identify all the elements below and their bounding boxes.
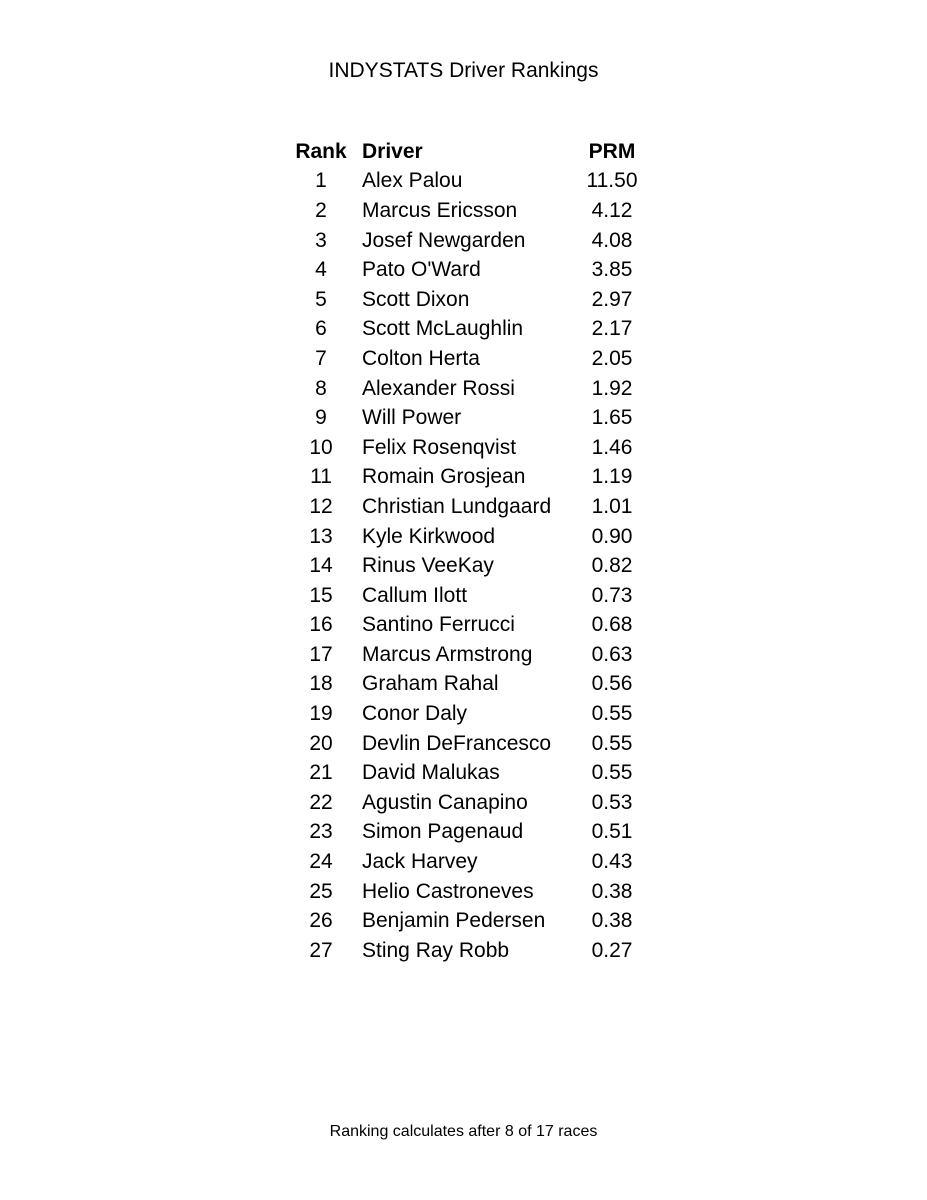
table-row: [290, 551, 650, 581]
table-row: [290, 640, 650, 670]
table-row: [290, 729, 650, 759]
rank-column-header: Rank: [295, 139, 347, 163]
driver-cell: Devlin DeFrancesco: [362, 731, 552, 755]
driver-column-header: Driver: [362, 139, 423, 163]
driver-cell: Romain Grosjean: [362, 465, 526, 489]
table-row: [290, 818, 650, 848]
prm-cell: 1.19: [591, 465, 633, 489]
rank-cell: 9: [315, 406, 327, 430]
prm-cell: 0.53: [591, 790, 633, 814]
rank-cell: 11: [310, 465, 332, 489]
rank-cell: 5: [315, 287, 327, 311]
rank-cell: 20: [309, 731, 333, 755]
page-title: INDYSTATS Driver Rankings: [328, 59, 599, 82]
rank-cell: 7: [315, 346, 327, 370]
prm-cell: 3.85: [591, 258, 633, 282]
rank-cell: 12: [309, 494, 333, 518]
prm-cell: 1.46: [591, 435, 633, 459]
table-row: [290, 611, 650, 641]
driver-cell: Helio Castroneves: [362, 879, 534, 903]
rank-cell: 21: [309, 761, 333, 785]
driver-cell: Scott Dixon: [362, 287, 470, 311]
rank-cell: 23: [309, 820, 333, 844]
table-row: [290, 906, 650, 936]
table-row: [290, 877, 650, 907]
prm-cell: 0.43: [591, 850, 633, 874]
rank-cell: 15: [309, 583, 333, 607]
driver-cell: Rinus VeeKay: [362, 554, 494, 578]
prm-cell: 0.55: [591, 731, 633, 755]
driver-cell: Marcus Ericsson: [362, 198, 518, 222]
prm-cell: 0.38: [591, 909, 633, 933]
prm-cell: 0.38: [591, 879, 633, 903]
table-row: [290, 167, 650, 197]
driver-cell: Graham Rahal: [362, 672, 499, 696]
driver-cell: Conor Daly: [362, 702, 468, 726]
rank-cell: 26: [309, 909, 333, 933]
driver-cell: Felix Rosenqvist: [362, 435, 517, 459]
rank-cell: 18: [309, 672, 333, 696]
driver-cell: Simon Pagenaud: [362, 820, 524, 844]
table-row: [290, 226, 650, 256]
table-row: [290, 788, 650, 818]
driver-cell: Will Power: [362, 406, 462, 430]
prm-cell: 2.17: [591, 317, 633, 341]
table-row: [290, 758, 650, 788]
table-row: [290, 285, 650, 315]
table-row: [290, 670, 650, 700]
rank-cell: 24: [309, 850, 333, 874]
rankings-body: [290, 167, 650, 966]
table-row: [290, 463, 650, 493]
prm-cell: 0.55: [591, 702, 633, 726]
prm-cell: 0.55: [591, 761, 633, 785]
driver-cell: Marcus Armstrong: [362, 642, 533, 666]
table-row: [290, 403, 650, 433]
rank-cell: 4: [315, 258, 327, 282]
rank-cell: 16: [309, 613, 333, 637]
driver-cell: Pato O'Ward: [362, 258, 481, 282]
table-row: [290, 492, 650, 522]
driver-cell: Sting Ray Robb: [362, 938, 510, 962]
rank-cell: 13: [309, 524, 333, 548]
rank-cell: 10: [309, 435, 333, 459]
rank-cell: 14: [309, 554, 333, 578]
table-row: [290, 581, 650, 611]
rank-cell: 8: [315, 376, 327, 400]
prm-cell: 0.56: [591, 672, 633, 696]
rank-cell: 17: [309, 642, 333, 666]
table-row: [290, 847, 650, 877]
prm-cell: 4.08: [591, 228, 633, 252]
prm-cell: 2.97: [591, 287, 633, 311]
footnote: Ranking calculates after 8 of 17 races: [329, 1123, 598, 1140]
driver-cell: Kyle Kirkwood: [362, 524, 496, 548]
rank-cell: 2: [315, 198, 327, 222]
table-row: [290, 433, 650, 463]
prm-cell: 0.27: [591, 938, 633, 962]
driver-cell: Josef Newgarden: [362, 228, 526, 252]
rank-cell: 19: [309, 702, 333, 726]
table-row: [290, 196, 650, 226]
rankings-table: [290, 137, 650, 966]
driver-cell: David Malukas: [362, 761, 500, 785]
rank-cell: 6: [315, 317, 327, 341]
table-row: [290, 522, 650, 552]
prm-cell: 0.82: [591, 554, 633, 578]
table-row: [290, 344, 650, 374]
prm-column-header: PRM: [588, 139, 636, 163]
prm-cell: 0.51: [591, 820, 633, 844]
rank-cell: 25: [309, 879, 333, 903]
driver-cell: Scott McLaughlin: [362, 317, 524, 341]
driver-cell: Christian Lundgaard: [362, 494, 552, 518]
driver-cell: Colton Herta: [362, 346, 480, 370]
table-row: [290, 936, 650, 966]
prm-cell: 0.63: [591, 642, 633, 666]
rank-cell: 3: [315, 228, 327, 252]
prm-cell: 11.50: [586, 169, 638, 193]
driver-cell: Agustin Canapino: [362, 790, 528, 814]
driver-cell: Callum Ilott: [362, 583, 468, 607]
table-row: [290, 699, 650, 729]
driver-cell: Alexander Rossi: [362, 376, 515, 400]
header-row: [290, 137, 650, 167]
prm-cell: 0.68: [591, 613, 633, 637]
prm-cell: 4.12: [591, 198, 633, 222]
prm-cell: 2.05: [591, 346, 633, 370]
prm-cell: 1.65: [591, 406, 633, 430]
prm-cell: 0.73: [591, 583, 633, 607]
rank-cell: 22: [309, 790, 333, 814]
rank-cell: 1: [315, 169, 327, 193]
driver-cell: Benjamin Pedersen: [362, 909, 546, 933]
rank-cell: 27: [309, 938, 333, 962]
table-row: [290, 374, 650, 404]
driver-cell: Santino Ferrucci: [362, 613, 515, 637]
driver-cell: Alex Palou: [362, 169, 463, 193]
table-row: [290, 315, 650, 345]
prm-cell: 1.01: [591, 494, 633, 518]
prm-cell: 1.92: [591, 376, 633, 400]
driver-cell: Jack Harvey: [362, 850, 478, 874]
prm-cell: 0.90: [591, 524, 633, 548]
table-row: [290, 255, 650, 285]
